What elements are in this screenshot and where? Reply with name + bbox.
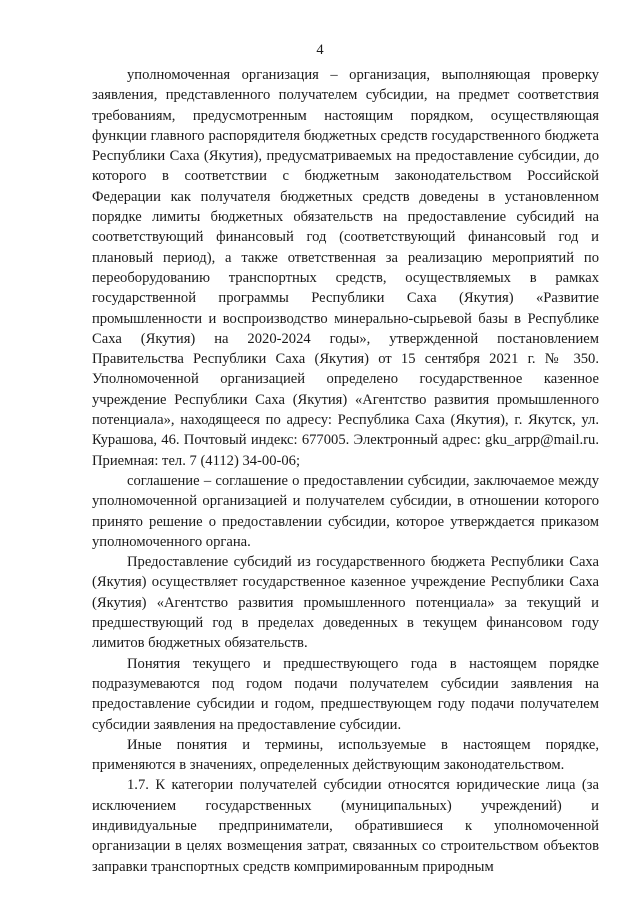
paragraph-section-1-7: 1.7. К категории получателей субсидии относятся юридические лица (за исключением государственных (муниципальных) учреждений) и индивидуальные предприниматели, обратившиеся к уполномоченной организации в целях возмещения затрат, связанных со строительством объектов заправки транспортных средств компримированным природным [92,777,599,875]
paragraph-other-terms: Иные понятия и термины, используемые в настоящем порядке, применяются в значениях, определенных действующим законодательством. [92,736,599,774]
document-body [92,65,599,877]
paragraph-authorized-organization-definition: уполномоченная организация – организация, выполняющая проверку заявления, представленного получателем субсидии, на предмет соответствия требованиям, предусмотренным настоящим порядком, осуществляющая функции главного распорядителя бюджетных средств государственного бюджета Республики Саха (Якутия), предусматриваемых на предоставление субсидии, до которого в соответствии с бюджетным законодательством Российской Федерации как получателя бюджетных средств доведены в установленном порядке лимиты бюджетных обязательств на предоставление субсидий на соответствующий финансовый год (соответствующий финансовый год и плановый период), а также ответственная за реализацию мероприятий по переоборудованию транспортных средств, осуществляемых в рамках государственной программы Республики Саха (Якутия) «Развитие промышленности и воспроизводство минерально-сырьевой базы в Республике Саха (Якутия) на 2020-2024 годы», утвержденной постановлением Правительства Республики Саха (Якутия) от 15 сентября 2021 г. № 350. Уполномоченной организацией определено государственное казенное учреждение Республики Саха (Якутия) «Агентство развития промышленного потенциала», находящееся по адресу: Республика Саха (Якутия), г. Якутск, ул. Курашова, 46. Почтовый индекс: 677005. Электронный адрес: gku_arpp@mail.ru. Приемная: тел. 7 (4112) 34-00-06; [92,67,599,469]
paragraph-subsidy-provider: Предоставление субсидий из государственного бюджета Республики Саха (Якутия) осуществляет государственное казенное учреждение Республики Саха (Якутия) «Агентство развития промышленного потенциала» за текущий и предшествующий год в пределах доведенных в текущем финансовом году лимитов бюджетных обязательств. [92,554,599,652]
paragraph-agreement-definition: соглашение – соглашение о предоставлении субсидии, заключаемое между уполномоченной организацией и получателем субсидии, в отношении которого принято решение о предоставлении субсидии, которое утверждается приказом уполномоченного органа. [92,472,599,550]
page-number: 4 [316,42,324,58]
paragraph-current-previous-year: Понятия текущего и предшествующего года в настоящем порядке подразумеваются под годом подачи получателем субсидии заявления на предоставление субсидии и годом, предшествующем году подачи получателем субсидии заявления на предоставление субсидии. [92,655,599,733]
